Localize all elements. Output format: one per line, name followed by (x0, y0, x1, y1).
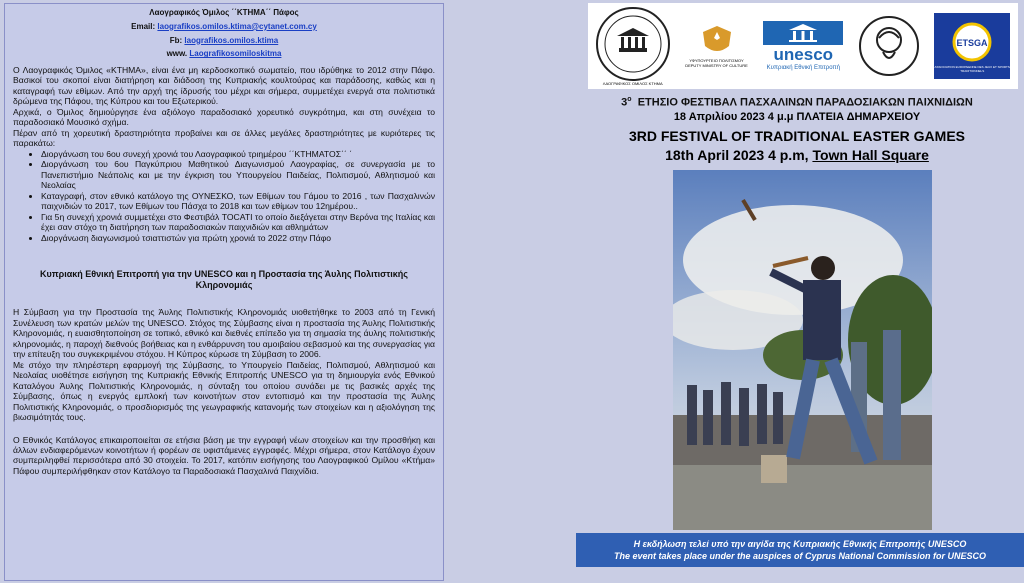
eu-stars-icon (946, 19, 998, 65)
section-para-2: Με στόχο την πληρέστερη εφαρμογή της Σύμβασης, το Υπουργείο Παιδείας, Πολιτισμού, Αθλητισμού και Νεολαίας υιοθέτησε εισήγηση της Κυπριακής Εθνικής Επιτροπής UNESCO για τη δημιουργία ενός Εθνικού Καταλόγου Άυλης Πολιτιστικής Κληρονομιάς, η σύνταξη του οποίου συνάδει με τις βασικές αρχές της Σύμβασης, όπως η ενεργός εμπλοκή των κοινοτήτων στον εντοπισμό και την προστασία της Άυλης Πολιτιστικής Κληρονομιάς, ο προσδιορισμός της γεωγραφικής κατανομής των στοιχείων και η αξιολόγηση της βιωσιμότητάς τους. (13, 359, 435, 423)
classical-head-icon (869, 24, 909, 68)
unesco-temple-icon (763, 21, 843, 45)
intro-para-3: Πέραν από τη χορευτική δραστηριότητα προβαίνει και σε άλλες μεγάλες δραστηριότητες με κυριότερες τις παρακάτω: (13, 127, 435, 149)
email-link[interactable]: laografikos.omilos.ktima@cytanet.com.cy (157, 21, 317, 31)
ministry-line-1: ΥΦΥΠΟΥΡΓΕΙΟ ΠΟΛΙΤΙΣΜΟΥ (689, 58, 744, 63)
org-name: Λαογραφικός Όμιλος ΄΄ΚΤΗΜΑ΄΄ Πάφος (149, 8, 299, 17)
festival-title-gr: $3^o$ ΕΤΗΣΙΟ ΦΕΣΤΙΒΑΛ ΠΑΣΧΑΛΙΝΩΝ ΠΑΡΑΔΟΣΙΑΚΩΝ ΠΑΙΧΝΙΔΙΩΝ (621, 96, 973, 109)
etsga-logo-label: ETSGA (956, 38, 988, 48)
unesco-wordmark: unesco (773, 45, 834, 64)
festival-place: Town Hall Square (812, 147, 929, 163)
list-item: • Καταγραφή, στον εθνικό κατάλογο της ΟΥΝΕΣΚΟ, των Εθίμων του Γάμου το 2016 , των Πασχαλινών παιχνιδιών το 2017, των Εθίμων του Πάσχα το 2018 και των εθίμων του 12ημέρου.. (41, 191, 435, 212)
list-item: • Διοργάνωση διαγωνισμού τσιαττιστών για πρώτη χρονιά το 2022 στην Πάφο (41, 233, 435, 243)
logo-bar (588, 3, 1018, 89)
section-para-3: Ο Εθνικός Κατάλογος επικαιροποιείται σε ετήσια βάση με την εγγραφή νέων στοιχείων και την προσθήκη και άλλων ενδιαφερόμενων κοινοτήτων ή φορέων σε υφιστάμενες εγγραφές. Μέχρι σήμερα, στον Κατάλογο έχουν συμπεριληφθεί περισσότερα από 30 στοιχεία. Το 2017, κατόπιν εισήγησης του Λαογραφικού Ομίλου «Κτήμα» Πάφου συμπεριλήφθηκαν στον Κατάλογο τα Παραδοσιακά Πασχαλινά Παιχνίδια. (13, 434, 435, 476)
festival-title-en: 3RD FESTIVAL OF TRADITIONAL EASTER GAMES (628, 128, 966, 144)
square-ground (673, 460, 932, 530)
email-label: Email: (131, 21, 156, 31)
www-label: www. (166, 49, 188, 59)
activities-list (13, 149, 435, 243)
info-panel (4, 3, 444, 581)
list-item: • Για 5η συνεχή χρονιά συμμετέχει στο Φεστιβάλ TOCATI το οποίο διεξάγεται στην Βερόνα της Ιταλίας και έχει σαν στόχο τη διατήρηση των παραδοσιακών παιχνιδιών και αθλημάτων (41, 212, 435, 233)
head-logo (859, 16, 919, 76)
cyprus-emblem-icon (699, 24, 735, 58)
banner-line-en: The event takes place under the auspices of Cyprus National Commission for UNESCO (613, 551, 987, 561)
section-title: Κυπριακή Εθνική Επιτροπή για την UNESCO και η Προστασία της Άυλης Πολιτιστικής Κληρονομιάς (40, 269, 408, 291)
poster (570, 0, 1024, 583)
festival-photo (673, 170, 932, 530)
banner-line-gr: Η εκδήλωση τελεί υπό την αιγίδα της Κυπριακής Εθνικής Επιτροπής UNESCO (633, 538, 967, 549)
www-link[interactable]: Laografikosomiloskitma (189, 49, 282, 59)
stone (761, 455, 787, 483)
fb-label: Fb: (169, 35, 183, 45)
org-header (13, 8, 435, 59)
section-para-1: Η Σύμβαση για την Προστασία της Άυλης Πολιτιστικής Κληρονομιάς υιοθετήθηκε το 2003 από τη Γενική Συνέλευση των κρατών μελών της UNESCO. Στόχος της Σύμβασης είναι η προστασία της Άυλης Πολιτιστικής Κληρονομιάς, η ευαισθητοποίηση σε τοπικό, εθνικό και διεθνές επίπεδο για τη σημασία της άυλης πολιτιστικής κληρονομιάς, η παροχή διεθνούς βοήθειας και η ενθάρρυνση του αμοιβαίου σεβασμού και της συνεργασίας για την επίτευξη του συγκεκριμένου στόχου. Η Κύπρος κύρωσε τη Σύμβαση το 2006. (13, 307, 435, 360)
ministry-line-2: DEPUTY MINISTRY OF CULTURE (685, 63, 748, 68)
fb-link[interactable]: laografikos.omilos.ktima (184, 35, 279, 45)
list-item: • Διοργάνωση του 6ου Παγκύπριου Μαθητικού Διαγωνισμού Λαογραφίας, σε συνεργασία με το Πανεπιστήμιο Νεάπολις και με την έγκριση του Υπουργείου Παιδείας, Πολιτισμού, Αθλητισμού και Νεολαίας (41, 159, 435, 190)
festival-date-en: 18th April 2023 4 p.m, Town Hall Square (665, 147, 929, 163)
unesco-subtitle: Κυπριακή Εθνική Επιτροπή (766, 65, 840, 71)
ktima-logo (596, 7, 670, 86)
auspices-banner (576, 533, 1024, 567)
intro-para-2: Αρχικά, ο Όμιλος δημιούργησε ένα αξιόλογο παραδοσιακό χορευτικό συγκρότημα, και στη συνέχεια το παραδοσιακό Μουσικό σχήμα. (13, 106, 435, 128)
list-item: • Διοργάνωση του 6ου συνεχή χρονιά του Λαογραφικού τριημέρου ΄΄ΚΤΗΜΑΤΟΣ΄΄ ΄ (41, 149, 435, 159)
etsga-logo (934, 13, 1010, 79)
ktima-logo-text: ΛΑΟΓΡΑΦΙΚΟΣ ΟΜΙΛΟΣ ΚΤΗΜΑ (602, 80, 663, 86)
intro-para-1: Ο Λαογραφικός Όμιλος «ΚΤΗΜΑ», είναι ένα μη κερδοσκοπικό σωματείο, που ιδρύθηκε το 2012 στην Πάφο. Βασικοί του σκοποί είναι διατήρηση και διάδοση της Κυπριακής κουλτούρας και παράδοσης, καθώς και η καταγραφή των εθίμων. Από την αρχή της ίδρυσής του μέχρι και σήμερα, συμμετέχει ενεργά στα πολιτιστικά δρώμενα της Πάφου, της Κύπρου και του Εξωτερικού. (13, 65, 435, 107)
ministry-logo (685, 24, 748, 68)
unesco-logo (763, 21, 843, 71)
temple-icon (603, 14, 663, 74)
etsga-subtitle: ASSOCIATION EUROPEENNE DES JEUX ET SPORTS TRADITIONNELS (934, 65, 1010, 73)
festival-date-gr: 18 Απριλίου 2023 4 μ.μ ΠΛΑΤΕΙΑ ΔΗΜΑΡΧΕΙΟΥ (673, 111, 921, 123)
